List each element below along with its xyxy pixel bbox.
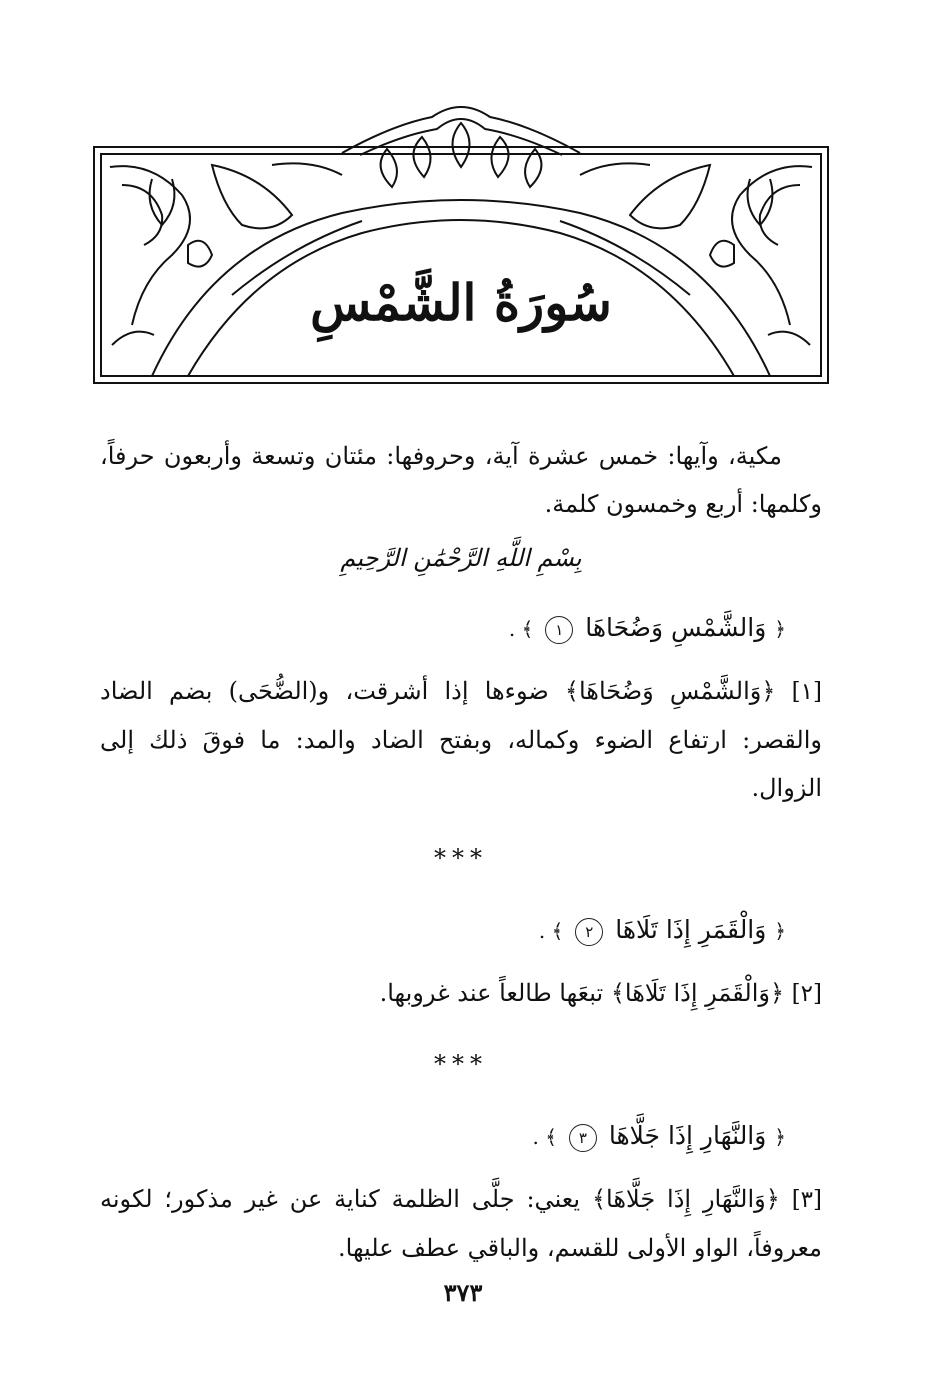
note-number: [٢] — [791, 981, 822, 1007]
verse-3 — [100, 1112, 822, 1161]
commentary-2 — [100, 969, 822, 1018]
verse-open-bracket: ﴿ — [774, 617, 786, 641]
section-separator: *** — [434, 844, 488, 872]
verse-open-bracket: ﴿ — [774, 919, 786, 943]
verse-open-bracket: ﴿ — [774, 1125, 786, 1149]
ornament-frame — [92, 95, 830, 385]
verse-text: وَالشَّمْسِ وَضُحَاهَا — [585, 613, 767, 642]
ayah-number-badge: ٣ — [569, 1124, 597, 1152]
section-separator: *** — [434, 1050, 488, 1078]
verse-text: وَالْقَمَرِ إِذَا تَلَاهَا — [615, 915, 767, 944]
note-number: [٣] — [791, 1187, 823, 1213]
note-number: [١] — [791, 679, 822, 705]
page-number: ٣٧٣ — [443, 1278, 483, 1307]
page-body — [100, 432, 822, 1272]
verse-close-bracket: ﴾ . — [532, 1125, 557, 1149]
note-text: ضوءها إذا أشرقت، و(الضُّحَى) بضم الضاد والقصر: ارتفاع الضوء وكماله، وبفتح الضاد والمد: ما فوقَ ذلك إلى الزوال. — [100, 677, 822, 802]
surah-title: سُورَةُ الشَّمْسِ — [310, 273, 612, 332]
note-quote: ﴿وَالنَّهَارِ إِذَا جَلَّاهَا﴾ — [591, 1185, 780, 1213]
verse-text: وَالنَّهَارِ إِذَا جَلَّاهَا — [608, 1121, 767, 1150]
commentary-3 — [100, 1175, 822, 1272]
note-quote: ﴿وَالشَّمْسِ وَضُحَاهَا﴾ — [564, 677, 776, 705]
note-quote: ﴿وَالْقَمَرِ إِذَا تَلَاهَا﴾ — [610, 979, 785, 1007]
ayah-number-badge: ٢ — [575, 918, 603, 946]
verse-1 — [100, 604, 822, 653]
surah-header-frame — [92, 95, 830, 385]
commentary-1 — [100, 667, 822, 812]
verse-2 — [100, 906, 822, 955]
note-text: تبعَها طالعاً عند غروبها. — [379, 979, 604, 1007]
verse-close-bracket: ﴾ . — [508, 617, 534, 641]
note-text: يعني: جلَّى الظلمة كناية عن غير مذكور؛ لكونه معروفاً، الواو الأولى للقسم، والباقي عطف عليها. — [100, 1185, 822, 1262]
ayah-number-badge: ١ — [545, 616, 573, 644]
verse-close-bracket: ﴾ . — [538, 919, 564, 943]
basmala: بِسْمِ اللَّهِ الرَّحْمَٰنِ الرَّحِيمِ — [340, 544, 582, 572]
surah-intro: مكية، وآيها: خمس عشرة آية، وحروفها: مئتان وتسعة وأربعون حرفاً، وكلمها: أربع وخمسون كلمة. — [100, 442, 822, 518]
